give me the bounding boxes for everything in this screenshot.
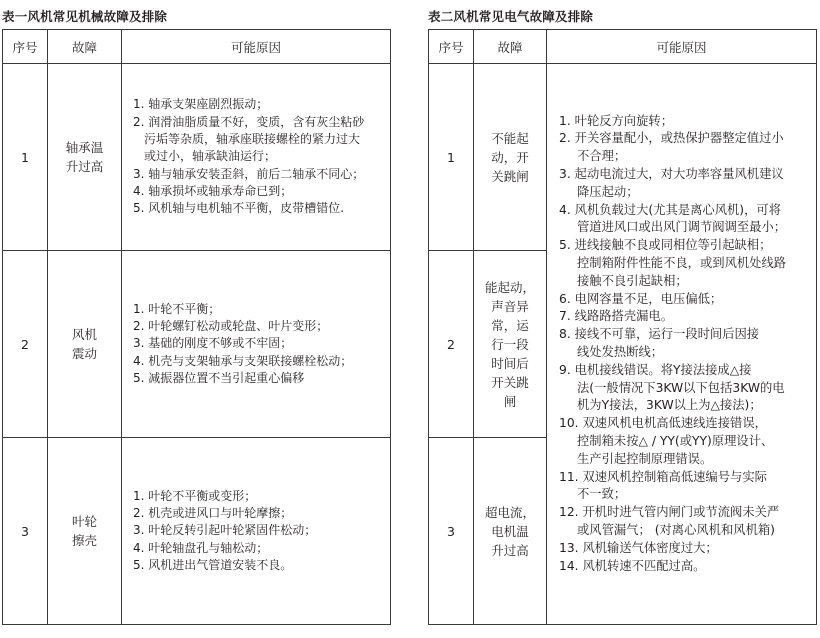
cause-item: 5. 进线接触不良或同相位等引起缺相；	[559, 238, 772, 253]
cause-item-continuation: 或风管漏气； (对离心风机和风机箱)	[577, 522, 775, 537]
header-fault: 故障	[48, 30, 122, 64]
cause-item: 4. 机壳与支架轴承与支架联接螺栓松动；	[133, 353, 353, 368]
fault-name	[474, 64, 547, 251]
cause-item-continuation: 控制箱未按△ / YY(或YY)原理设计、	[577, 433, 774, 448]
cause-item: 2. 开关容量配小，或热保护器整定值过小	[559, 131, 784, 146]
fault-line: 升过高	[65, 159, 104, 174]
row-number: 2	[3, 251, 48, 438]
header-number: 序号	[429, 30, 474, 64]
fault-name	[48, 438, 122, 625]
table-row	[3, 64, 391, 251]
cause-item: 1. 叶轮不平衡；	[133, 301, 221, 316]
fault-line: 开关跳	[491, 374, 529, 390]
cause-item: 1. 叶轮反方向旋转；	[559, 113, 674, 128]
fault-line: 能起动，	[484, 279, 535, 295]
cause-item: 4. 风机负载过大(尤其是离心风机)，可将	[559, 202, 781, 217]
cause-item: 6. 电网容量不足，电压偏低；	[559, 291, 723, 306]
table1-header-row	[3, 30, 391, 64]
fault-name	[474, 438, 547, 625]
cause-item: 10. 双速风机电机高低速线连接错误，	[559, 416, 767, 431]
fault-line: 不能起	[491, 130, 529, 146]
table-row	[429, 64, 817, 251]
cause-item: 13. 风机输送气体密度过大；	[559, 540, 718, 555]
row-number: 1	[429, 64, 474, 251]
cause-item-continuation: 生产引起控制原理错误。	[577, 451, 713, 466]
header-causes: 可能原因	[122, 30, 391, 64]
cause-item: 1. 叶轮不平衡或变形；	[133, 488, 257, 503]
fault-line: 擦壳	[71, 533, 97, 548]
fault-line: 升过高	[491, 542, 529, 558]
fault-line: 叶轮	[71, 514, 97, 529]
causes-cell	[122, 251, 391, 438]
fault-line: 风机	[71, 327, 97, 342]
table-row	[3, 251, 391, 438]
fault-line: 关跳闸	[491, 168, 529, 184]
fault-line: 常，运	[491, 317, 529, 333]
electrical-fault-table	[428, 29, 817, 625]
header-fault: 故障	[474, 30, 547, 64]
cause-item-continuation: 不一致；	[577, 487, 627, 502]
cause-item: 2. 润滑油脂质量不好，变质，含有灰尘粘砂	[133, 114, 365, 129]
fault-line: 闸	[503, 393, 517, 409]
causes-cell	[547, 64, 817, 625]
fault-name	[474, 251, 547, 438]
table1-caption: 表一风机常见机械故障及排除	[2, 9, 168, 24]
mechanical-fault-table	[2, 29, 391, 625]
cause-item: 1. 轴承支架座剧烈振动；	[133, 97, 269, 112]
cause-item: 8. 接线不可靠，运行一段时间后因接	[559, 327, 760, 342]
fault-name	[48, 251, 122, 438]
cause-item-continuation: 不合理；	[577, 149, 627, 164]
row-number: 1	[3, 64, 48, 251]
cause-item-continuation: 降压起动；	[577, 184, 639, 199]
table-row	[3, 438, 391, 625]
cause-item: 11. 双速风机控制箱高低速编号与实际	[559, 469, 767, 484]
header-number: 序号	[3, 30, 48, 64]
row-number: 2	[429, 251, 474, 438]
cause-item: 5. 风机轴与电机轴不平衡，皮带槽错位.	[133, 201, 345, 216]
cause-item-continuation: 机为Y接法，3KW以上为△接法)；	[577, 398, 762, 413]
fault-line: 声音异	[491, 298, 529, 314]
causes-cell	[122, 64, 391, 251]
cause-item: 3. 轴与轴承安装歪斜，前后二轴承不同心；	[133, 166, 365, 181]
fault-name	[48, 64, 122, 251]
cause-item: 4. 轴承损坏或轴承寿命已到；	[133, 183, 293, 198]
table2-caption: 表二风机常见电气故障及排除	[428, 9, 594, 24]
row-number: 3	[3, 438, 48, 625]
fault-line: 时间后	[491, 355, 529, 371]
cause-item: 5. 减振器位置不当引起重心偏移	[133, 370, 305, 385]
row-number: 3	[429, 438, 474, 625]
cause-item-continuation: 接触不良引起缺相；	[577, 273, 688, 288]
fault-line: 超电流，	[484, 504, 535, 520]
fault-line: 电机温	[491, 523, 529, 539]
cause-item-continuation: 管道进风口或出风门调节阀调至最小；	[577, 220, 787, 235]
causes-cell	[122, 438, 391, 625]
cause-item: 3. 叶轮反转引起叶轮紧固件松动；	[133, 523, 317, 538]
cause-item: 2. 叶轮螺钉松动或轮盘、叶片变形；	[133, 319, 329, 334]
cause-item-continuation: 污垢等杂质，轴承座联接螺栓的紧力过大	[144, 132, 361, 147]
cause-item: 2. 机壳或进风口与叶轮摩擦；	[133, 506, 293, 521]
cause-item: 3. 基础的刚度不够或不牢固；	[133, 336, 293, 351]
header-causes: 可能原因	[547, 30, 817, 64]
cause-item-continuation: 或过小，轴承缺油运行；	[144, 149, 277, 164]
cause-item: 5. 风机进出气管道安装不良。	[133, 557, 293, 572]
cause-item-continuation: 法(一般情况下3KW以下包括3KW的电	[577, 380, 785, 395]
cause-item-continuation: 线处发热断线；	[577, 345, 664, 359]
cause-item: 4. 叶轮轴盘孔与轴松动；	[133, 540, 269, 555]
cause-item: 7. 线路路搭壳漏电。	[559, 309, 674, 324]
fault-line: 行一段	[491, 336, 529, 352]
table2-header-row	[429, 30, 817, 64]
cause-item: 12. 开机时进气管内闸门或节流阀未关严	[559, 505, 780, 520]
cause-item: 9. 电机接线错误。将Y接法接成△接	[559, 362, 752, 377]
fault-line: 震动	[71, 346, 97, 361]
cause-item: 3. 起动电流过大，对大功率容量风机建议	[559, 167, 784, 182]
fault-line: 轴承温	[65, 140, 104, 155]
cause-item-continuation: 控制箱附件性能不良，或到风机处线路	[577, 256, 787, 271]
cause-item: 14. 风机转速不匹配过高。	[559, 558, 706, 573]
fault-line: 动，开	[491, 149, 529, 165]
